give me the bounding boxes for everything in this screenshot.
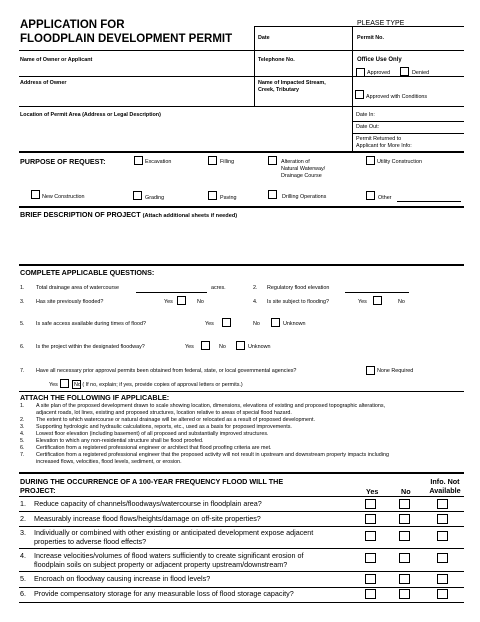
alteration-label: Alteration of Natural Waterway/ Drainage Course: [281, 159, 326, 179]
drilling-checkbox[interactable]: [268, 190, 277, 199]
q4-no-label: No: [398, 299, 405, 305]
col-no-header: No: [401, 487, 411, 496]
q6-yes-checkbox[interactable]: [201, 341, 210, 350]
q4-label: Is site subject to flooding?: [267, 299, 330, 305]
q6-unknown-label: Unknown: [248, 344, 271, 350]
row4-no-checkbox[interactable]: [399, 553, 410, 563]
alteration-checkbox[interactable]: [268, 156, 277, 165]
q4-number: 4.: [253, 299, 258, 305]
row4-yes-checkbox[interactable]: [365, 553, 376, 563]
office-use-label: Office Use Only: [357, 57, 402, 63]
flood-row-3: 3. Individually or combined with other existing or anticipated development expose adjacent properties to adverse flood effects?: [20, 528, 314, 546]
row1-yes-checkbox[interactable]: [365, 499, 376, 509]
q7-yes-label: Yes: [49, 382, 58, 388]
q1-number: 1.: [20, 285, 25, 291]
q5-number: 5.: [20, 321, 25, 327]
q6-unknown-checkbox[interactable]: [236, 341, 245, 350]
q2-label: Regulatory flood elevation: [267, 285, 330, 291]
row2-info-checkbox[interactable]: [437, 514, 448, 524]
row5-info-checkbox[interactable]: [437, 574, 448, 584]
excavation-label: Excavation: [145, 159, 172, 165]
approved-checkbox[interactable]: [356, 68, 365, 77]
attach-item-1: 1. A site plan of the proposed development drawn to scale showing location, dimensions, elevations of existing and proposed topographic alterations, adjacent roads, lot lines, existing and proposed structures, location relative to areas of special flood hazard.: [20, 403, 386, 416]
denied-label: Denied: [412, 70, 430, 76]
row1-info-checkbox[interactable]: [437, 499, 448, 509]
q3-no-label: No: [197, 299, 204, 305]
form-title-line1: APPLICATION FOR: [20, 19, 125, 31]
attach-item-7: 7. Certification from a registered professional engineer that the proposed activity will not result in upstream and downstream property impacts including increased flows, velocities, flood levels, sediment, or erosion.: [20, 452, 389, 465]
new-construction-checkbox[interactable]: [31, 190, 40, 199]
filling-label: Filling: [220, 159, 235, 165]
row6-info-checkbox[interactable]: [437, 589, 448, 599]
attach-item-3: 3. Supporting hydrologic and hydraulic calculations, reports, etc., used as a basis for proposed improvements.: [20, 424, 292, 430]
row3-no-checkbox[interactable]: [399, 531, 410, 541]
q7-number: 7.: [20, 368, 25, 374]
paving-checkbox[interactable]: [208, 191, 217, 200]
row1-no-checkbox[interactable]: [399, 499, 410, 509]
approved-label: Approved: [367, 70, 391, 76]
flood-row-2: 2. Measurably increase flood flows/heights/damage on off-site properties?: [20, 514, 261, 523]
utility-label: Utility Construction: [377, 159, 422, 165]
q5-unknown-checkbox[interactable]: [271, 318, 280, 327]
q6-no-label: No: [219, 344, 226, 350]
date-in-label: Date In:: [356, 112, 375, 118]
please-type-label: PLEASE TYPE: [357, 20, 405, 27]
location-label: Location of Permit Area (Address or Legal Description): [20, 112, 161, 118]
q3-label: Has site previously flooded?: [36, 299, 104, 305]
row4-info-checkbox[interactable]: [437, 553, 448, 563]
none-required-checkbox[interactable]: [366, 366, 375, 375]
other-checkbox[interactable]: [366, 191, 375, 200]
flood-row-1: 1. Reduce capacity of channels/floodways/watercourse in floodplain area?: [20, 499, 262, 508]
denied-checkbox[interactable]: [400, 67, 409, 76]
utility-checkbox[interactable]: [366, 156, 375, 165]
q5-yes-label: Yes: [205, 321, 214, 327]
other-input-line[interactable]: [397, 201, 461, 202]
permit-no-label: Permit No.: [357, 35, 384, 41]
date-label: Date: [258, 35, 270, 41]
excavation-checkbox[interactable]: [134, 156, 143, 165]
flood-heading: DURING THE OCCURRENCE OF A 100-YEAR FREQUENCY FLOOD WILL THE PROJECT:: [20, 477, 284, 495]
paving-label: Paving: [220, 195, 237, 201]
approved-conditions-label: Approved with Conditions: [366, 94, 428, 100]
grading-label: Grading: [145, 195, 165, 201]
form-title-line2: FLOODPLAIN DEVELOPMENT PERMIT: [20, 33, 233, 45]
col-info-header: Info. Not Available: [429, 477, 461, 495]
stream-label: Name of Impacted Stream, Creek, Tributary: [258, 80, 326, 93]
q4-yes-checkbox[interactable]: [373, 296, 382, 305]
q7-yes-checkbox[interactable]: [60, 379, 69, 388]
drilling-label: Drilling Operations: [282, 194, 327, 200]
attach-item-2: 2. The extent to which watercourse or natural drainage will be altered or relocated as a result of proposed development.: [20, 417, 315, 423]
q7-no-note: No ( If no, explain; if yes, provide copies of approval letters or permits.): [74, 382, 243, 388]
grading-checkbox[interactable]: [133, 191, 142, 200]
q6-yes-label: Yes: [185, 344, 194, 350]
row5-yes-checkbox[interactable]: [365, 574, 376, 584]
row6-yes-checkbox[interactable]: [365, 589, 376, 599]
purpose-heading: PURPOSE OF REQUEST:: [20, 157, 106, 166]
q5-label: Is safe access available during times of flood?: [36, 321, 146, 327]
col-yes-header: Yes: [366, 487, 379, 496]
owner-address-label: Address of Owner: [20, 80, 67, 86]
flood-row-6: 6. Provide compensatory storage for any measurable loss of flood storage capacity?: [20, 589, 294, 598]
q5-no-label: No: [253, 321, 260, 327]
q5-unknown-label: Unknown: [283, 321, 306, 327]
attach-item-6: 6. Certification from a registered professional engineer or architect that flood proofing criteria are met.: [20, 445, 272, 451]
q1-unit: acres.: [211, 285, 226, 291]
returned-label: Permit Returned to Applicant for More Info:: [356, 136, 412, 149]
attach-item-4: 4. Lowest floor elevation (including basement) of all proposed and substantially improved structures.: [20, 431, 269, 437]
attach-item-5: 5. Elevation to which any non-residential structure shall be flood proofed.: [20, 438, 204, 444]
flood-row-5: 5. Encroach on floodway causing increase in flood levels?: [20, 574, 211, 583]
row5-no-checkbox[interactable]: [399, 574, 410, 584]
flood-row-4: 4. Increase velocities/volumes of flood waters sufficiently to create significant erosion of floodplain soils on subject property or adjacent property upstream/downstream?: [20, 551, 304, 569]
row3-yes-checkbox[interactable]: [365, 531, 376, 541]
owner-name-label: Name of Owner or Applicant: [20, 57, 93, 63]
row2-no-checkbox[interactable]: [399, 514, 410, 524]
telephone-label: Telephone No.: [258, 57, 295, 63]
q1-input-line[interactable]: [136, 292, 207, 293]
questions-heading: COMPLETE APPLICABLE QUESTIONS:: [20, 268, 155, 277]
q4-yes-label: Yes: [358, 299, 367, 305]
row3-info-checkbox[interactable]: [437, 531, 448, 541]
row6-no-checkbox[interactable]: [399, 589, 410, 599]
row2-yes-checkbox[interactable]: [365, 514, 376, 524]
other-label: Other: [378, 195, 392, 201]
q3-number: 3.: [20, 299, 25, 305]
q5-yes-checkbox[interactable]: [222, 318, 231, 327]
date-out-label: Date Out:: [356, 124, 380, 130]
brief-description-heading: BRIEF DESCRIPTION OF PROJECT (Attach additional sheets if needed): [20, 210, 238, 219]
attach-heading: ATTACH THE FOLLOWING IF APPLICABLE:: [20, 393, 170, 402]
none-required-label: None Required: [377, 368, 414, 374]
q3-yes-label: Yes: [164, 299, 173, 305]
q2-input-line[interactable]: [345, 292, 409, 293]
q1-label: Total drainage area of watercourse: [36, 285, 120, 291]
q7-label: Have all necessary prior approval permits been obtained from federal, state, or local governmental agencies?: [36, 368, 297, 374]
approved-conditions-checkbox[interactable]: [355, 90, 364, 99]
q2-number: 2.: [253, 285, 258, 291]
q6-label: Is the project within the designated floodway?: [36, 344, 145, 350]
filling-checkbox[interactable]: [208, 156, 217, 165]
form-title: [20, 18, 232, 46]
q6-number: 6.: [20, 344, 25, 350]
q3-yes-checkbox[interactable]: [177, 296, 186, 305]
new-construction-label: New Construction: [42, 194, 85, 200]
